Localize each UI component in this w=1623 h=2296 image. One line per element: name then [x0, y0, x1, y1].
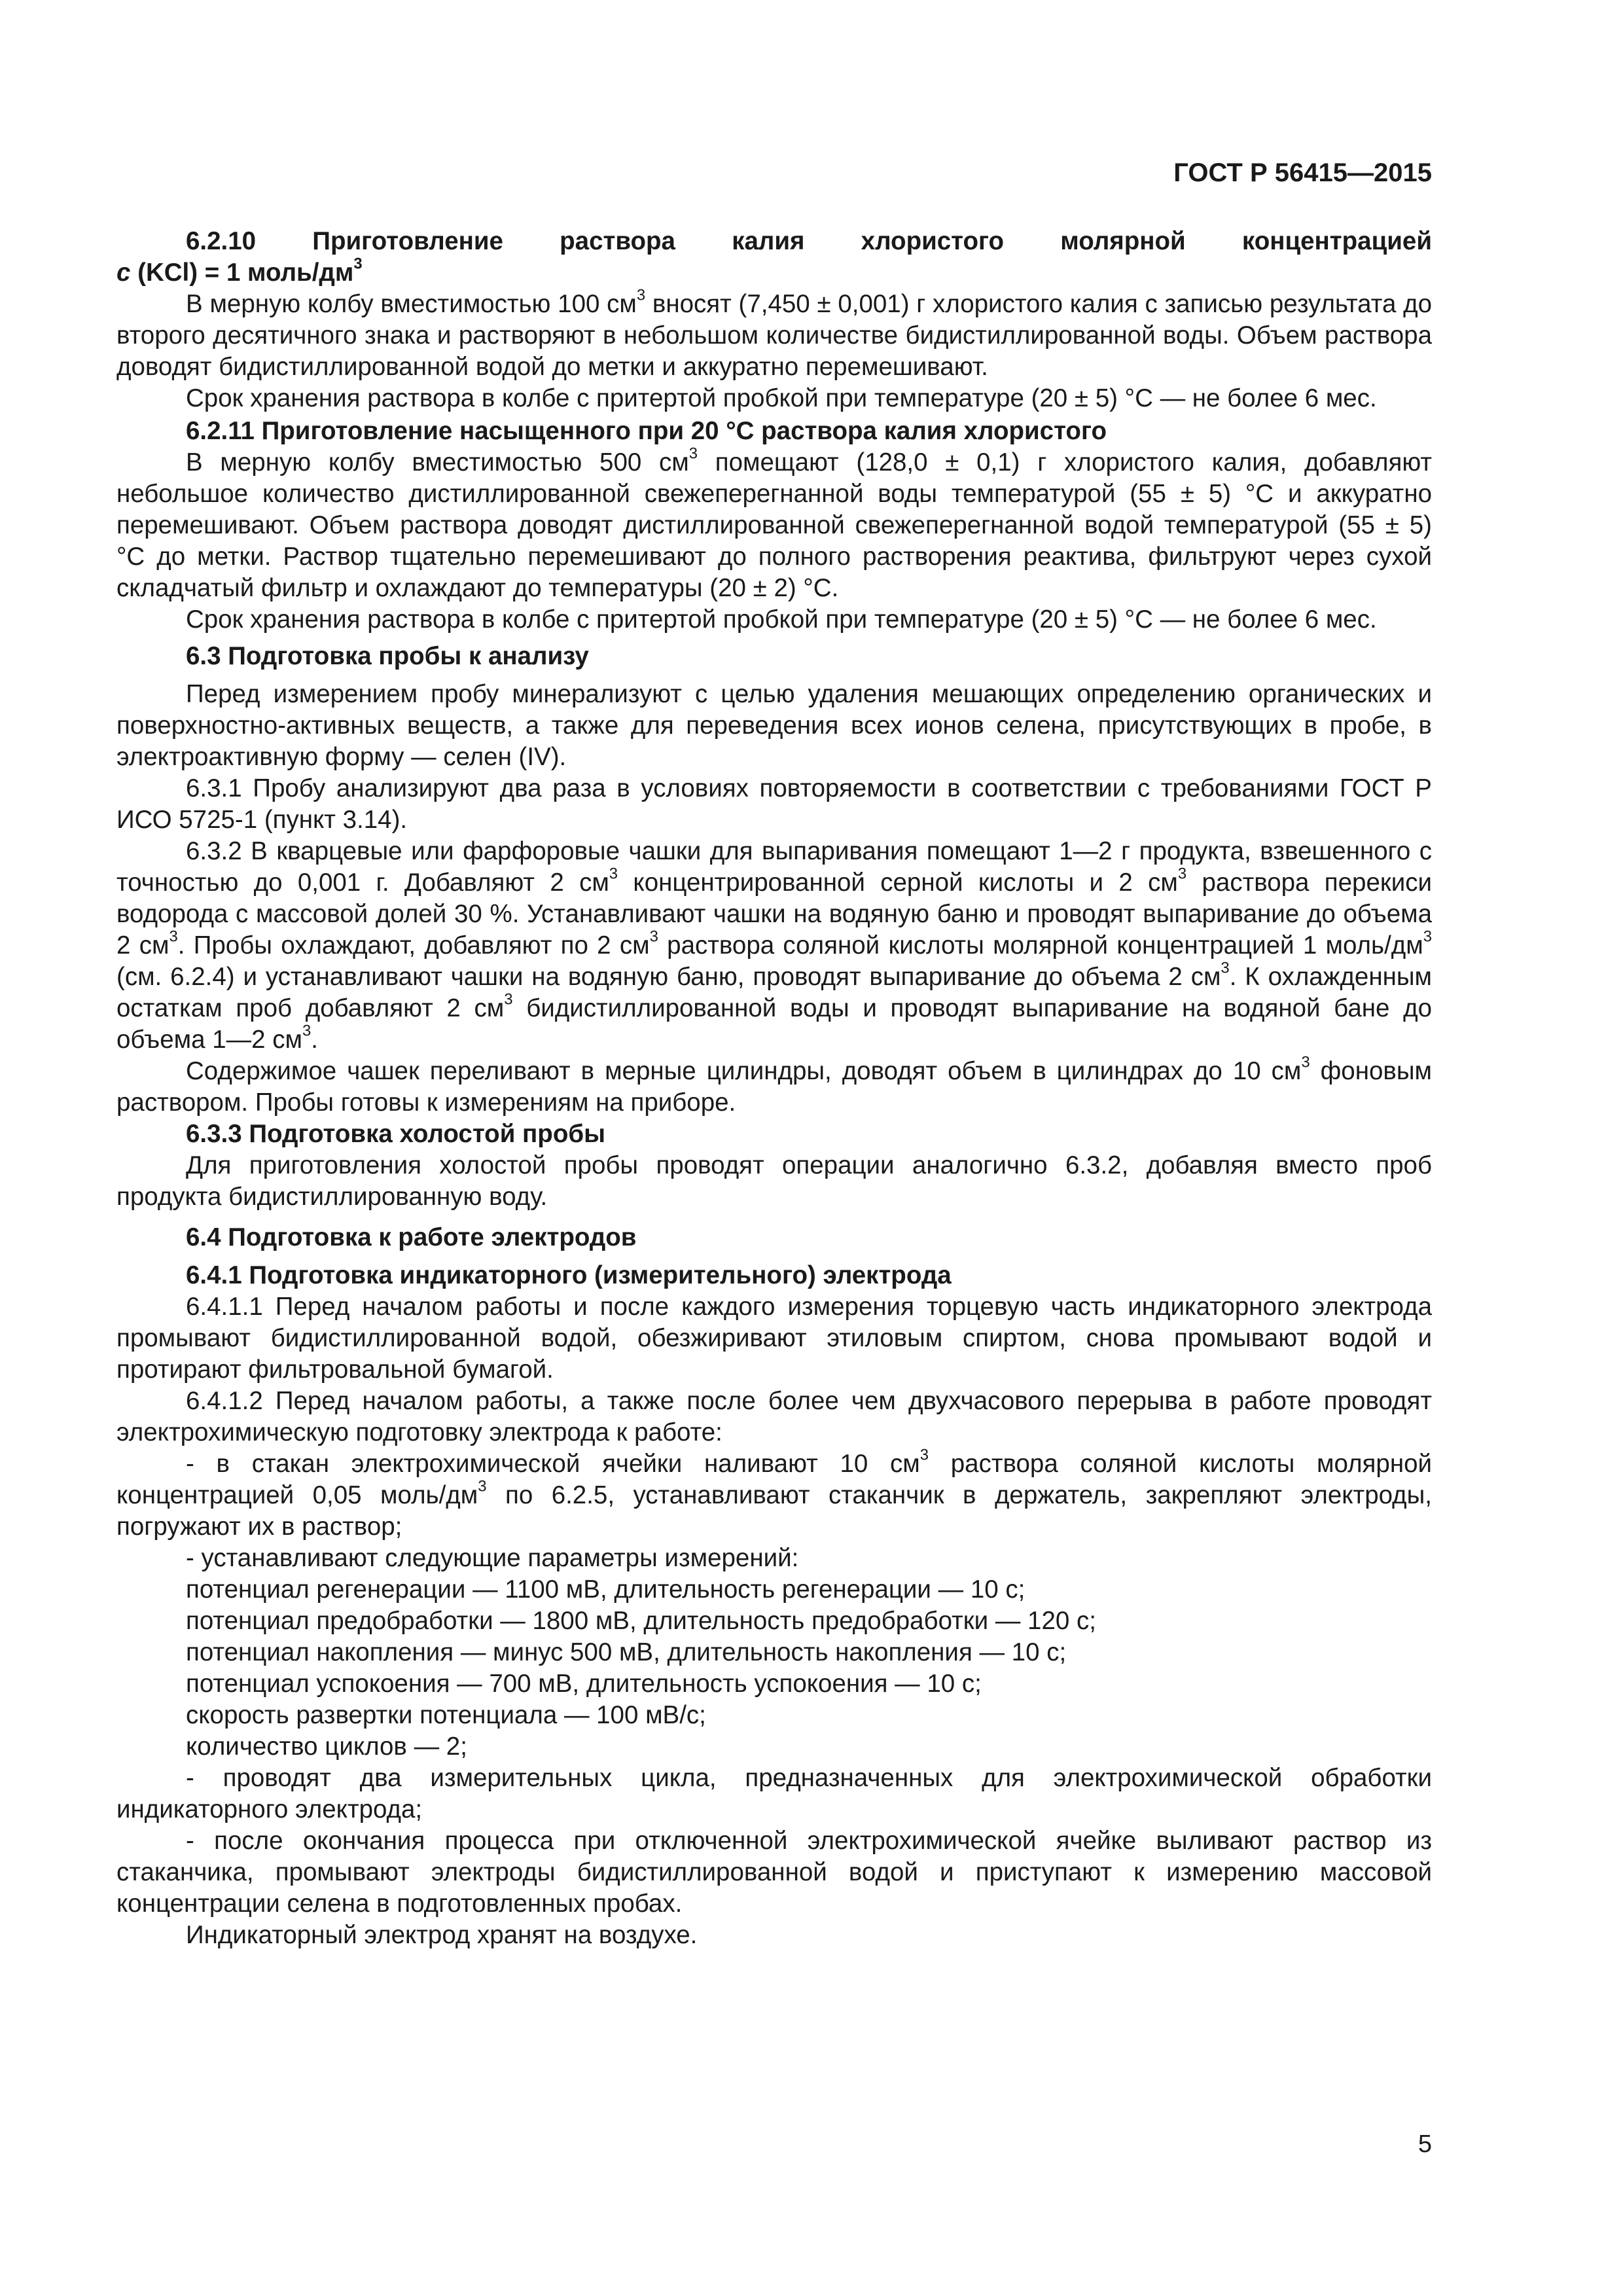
document-body	[116, 226, 1432, 1951]
text: В мерную колбу вместимостью 500 см	[186, 448, 689, 476]
superscript: 3	[636, 286, 646, 304]
formula-symbol: c	[116, 259, 131, 287]
clause-6-3-3-heading: 6.3.3 Подготовка холостой пробы	[186, 1120, 606, 1148]
section-6-3-paragraph: Перед измерением пробу минерализуют с целью удаления мешающих определению органических и поверхностно-активных веществ, а также для переведения всех ионов селена, присутствующих в пробе, в электроактивную форму — селен (IV).	[116, 680, 1432, 771]
clause-6-2-11-heading: 6.2.11 Приготовление насыщенного при 20 °С раствора калия хлористого	[186, 417, 1107, 445]
list-item-after-process: - после окончания процесса при отключенной электрохимической ячейке выливают раствор из стаканчика, промывают электроды бидистиллированной водой и приступают к измерению массовой концентрации селена в подготовленных пробах.	[116, 1827, 1432, 1918]
text: раствора соляной кислоты молярной концентрацией 0,05 моль/дм	[116, 1450, 1432, 1509]
superscript: 3	[504, 990, 513, 1009]
clause-6-3-2-continued	[116, 1053, 1432, 1119]
clause-6-3-3-paragraph: Для приготовления холостой пробы проводят операции аналогично 6.3.2, добавляя вместо проб продукта бидистиллированную воду.	[116, 1151, 1432, 1211]
text: раствора перекиси водорода с массовой долей 30 %. Устанавливают чашки на водяную баню и проводят выпаривание до объема 2 см	[116, 869, 1432, 960]
text: фоновым раствором. Пробы готовы к измерениям на приборе.	[116, 1057, 1432, 1117]
clause-6-2-10-heading	[116, 226, 1432, 257]
clause-6-4-1-heading: 6.4.1 Подготовка индикаторного (измерительного) электрода	[186, 1261, 952, 1289]
superscript: 3	[302, 1022, 312, 1040]
superscript: 3	[1301, 1053, 1310, 1071]
text: концентрированной серной кислоты и 2 см	[618, 869, 1178, 897]
clause-6-2-10-storage: Срок хранения раствора в колбе с притертой пробкой при температуре (20 ± 5) °С — не более 6 мес.	[186, 384, 1377, 412]
text: Содержимое чашек переливают в мерные цилиндры, доводят объем в цилиндрах до 10 см	[186, 1057, 1302, 1085]
clause-6-3-1: 6.3.1 Пробу анализируют два раза в условиях повторяемости в соответствии с требованиями ГОСТ Р ИСО 5725-1 (пункт 3.14).	[116, 774, 1432, 834]
parameter-line: потенциал предобработки — 1800 мВ, длительность предобработки — 120 с;	[186, 1607, 1096, 1635]
text: .	[311, 1026, 318, 1054]
superscript: 3	[478, 1477, 487, 1496]
clause-6-2-11-storage: Срок хранения раствора в колбе с притертой пробкой при температуре (20 ± 5) °С — не более 6 мес.	[186, 605, 1377, 634]
clause-6-3-2	[116, 836, 1432, 1056]
text: . К охлажденным остаткам проб добавляют 2 см	[116, 963, 1432, 1022]
clause-6-2-11-paragraph	[116, 444, 1433, 604]
text: помещают (128,0 ± 0,1) г хлористого калия, добавляют небольшое количество дистиллированной свежеперегнанной воды температурой (55 ± 5) °С и аккуратно перемешивают. Объем раствора доводят дистиллированной свежеперегнанной водой температурой (55 ± 5) °С до метки. Раствор тщательно перемешивают до полного растворения реактива, фильтруют через сухой складчатый фильтр и охлаждают до температуры (20 ± 2) °С.	[116, 448, 1433, 602]
superscript: 3	[169, 927, 178, 946]
section-6-3-heading: 6.3 Подготовка пробы к анализу	[186, 642, 589, 670]
formula-text: (KCl) = 1 моль/дм	[130, 259, 354, 287]
final-note: Индикаторный электрод хранят на воздухе.	[186, 1921, 698, 1949]
text: вносят (7,450 ± 0,001) г хлористого калия с записью результата до второго десятичного знака и растворяют в небольшом количестве бидистиллированной воды. Объем раствора доводят бидистиллированной водой до метки и аккуратно перемешивают.	[116, 290, 1432, 381]
text: раствора соляной кислоты молярной концентрацией 1 моль/дм	[658, 931, 1423, 960]
clause-number: 6.2.10	[186, 227, 257, 255]
formula-exponent: 3	[353, 255, 363, 273]
document-page	[116, 0, 1432, 2296]
clause-6-2-10-formula	[116, 257, 1432, 289]
clause-6-4-1-1: 6.4.1.1 Перед началом работы и после каждого измерения торцевую часть индикаторного электрода промывают бидистиллированной водой, обезжиривают этиловым спиртом, снова промывают водой и протирают фильтровальной бумагой.	[116, 1293, 1432, 1384]
superscript: 3	[1423, 927, 1432, 946]
superscript: 3	[919, 1446, 929, 1464]
text: 6.3.2 В кварцевые или фарфоровые чашки для выпаривания помещают 1—2 г продукта, взвешенного с точностью до 0,001 г. Добавляют 2 см	[116, 837, 1432, 897]
clause-title: Приготовление раствора калия хлористого молярной концентрацией	[312, 227, 1432, 255]
text: по 6.2.5, устанавливают стаканчик в держатель, закрепляют электроды, погружают их в раствор;	[116, 1481, 1432, 1541]
page-number: 5	[1418, 2130, 1432, 2158]
parameter-line: скорость развертки потенциала — 100 мВ/с;	[186, 1701, 706, 1729]
superscript: 3	[1221, 959, 1230, 977]
clause-6-2-10-paragraph	[116, 286, 1432, 383]
superscript: 3	[649, 927, 658, 946]
parameter-line: потенциал регенерации — 1100 мВ, длительность регенерации — 10 с;	[186, 1575, 1026, 1604]
text: - в стакан электрохимической ячейки наливают 10 см	[186, 1450, 920, 1478]
parameter-line: количество циклов — 2;	[186, 1732, 467, 1761]
document-id: ГОСТ Р 56415—2015	[1173, 158, 1432, 187]
text: бидистиллированной воды и проводят выпаривание на водяной бане до объема 1—2 см	[116, 994, 1433, 1054]
clause-6-4-1-2: 6.4.1.2 Перед началом работы, а также после более чем двухчасового перерыва в работе проводят электрохимическую подготовку электрода к работе:	[116, 1387, 1432, 1446]
text: В мерную колбу вместимостью 100 см	[186, 290, 637, 318]
list-item-fill-cell	[116, 1448, 1432, 1543]
text: . Пробы охлаждают, добавляют по 2 см	[177, 931, 650, 960]
list-item-set-parameters: - устанавливают следующие параметры измерений:	[186, 1544, 799, 1572]
text: (см. 6.2.4) и устанавливают чашки на водяную баню, проводят выпаривание до объема 2 см	[116, 963, 1221, 991]
list-item-measurement-cycles: - проводят два измерительных цикла, предназначенных для электрохимической обработки индикаторного электрода;	[116, 1764, 1432, 1823]
superscript: 3	[688, 444, 698, 463]
section-6-4-heading: 6.4 Подготовка к работе электродов	[186, 1223, 637, 1251]
superscript: 3	[609, 865, 618, 883]
parameter-line: потенциал успокоения — 700 мВ, длительность успокоения — 10 с;	[186, 1670, 982, 1698]
superscript: 3	[1177, 865, 1187, 883]
parameter-line: потенциал накопления — минус 500 мВ, длительность накопления — 10 с;	[186, 1638, 1067, 1666]
